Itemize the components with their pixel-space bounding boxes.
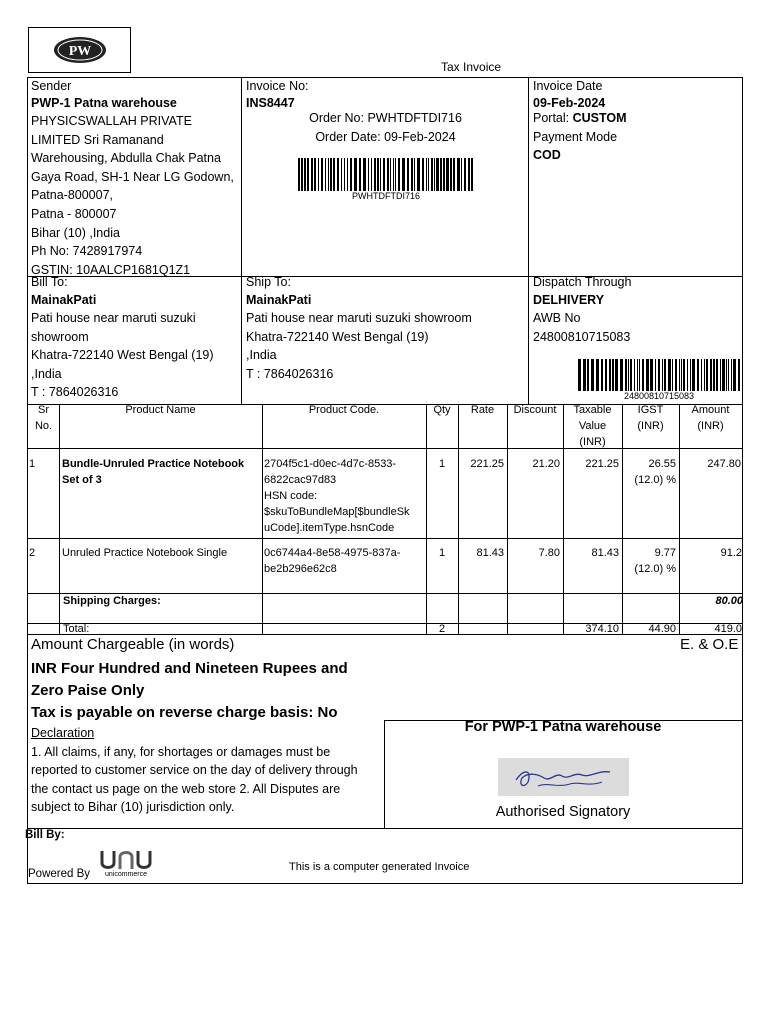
divider (28, 448, 742, 449)
awb-barcode-text: 24800810715083 (623, 391, 695, 401)
header-discount: Discount (513, 404, 557, 416)
bill-to-line: Khatra-722140 West Bengal (19) (31, 348, 214, 363)
portal-label: Portal: (533, 111, 570, 125)
order-date: Order Date: 09-Feb-2024 (315, 130, 456, 144)
awb-label: AWB No (533, 311, 581, 325)
invoice-no: INS8447 (246, 96, 295, 110)
order-barcode-text: PWHTDFTDI716 (351, 191, 420, 201)
shipping-label: Shipping Charges: (63, 595, 161, 607)
amount-words-label: Amount Chargeable (in words) (31, 636, 235, 653)
total-label: Total: (63, 623, 90, 635)
divider (622, 404, 623, 634)
sender-line: Gaya Road, SH-1 Near LG Godown, (31, 169, 234, 184)
invoice-date-label: Invoice Date (533, 79, 603, 93)
unicommerce-logo-icon (98, 847, 154, 873)
awb-no: 24800810715083 (533, 330, 631, 344)
pw-logo-icon (51, 35, 109, 65)
computer-generated-note: This is a computer generated Invoice (289, 861, 470, 873)
portal-row (533, 109, 627, 128)
row2-taxable: 81.43 (591, 547, 619, 559)
amount-words (31, 658, 348, 724)
dispatch-carrier: DELHIVERY (533, 293, 605, 307)
bill-to-line: ,India (31, 366, 62, 381)
divider (28, 538, 742, 539)
divider (426, 404, 427, 634)
row1-taxable: 221.25 (585, 458, 619, 470)
row1-sr: 1 (29, 458, 36, 470)
total-qty: 2 (438, 623, 446, 635)
sender-line: LIMITED Sri Ramanand (31, 132, 164, 147)
code-line: 2704f5c1-d0ec-4d7c-8533- (264, 458, 397, 470)
bill-to-line: Pati house near maruti suzuki (31, 311, 196, 325)
header-qty: Qty (433, 404, 451, 416)
header-text: IGST (637, 404, 664, 416)
divider (262, 404, 263, 634)
header-text: Value (578, 420, 607, 432)
shipping-amount: 80.00 (715, 595, 743, 607)
total-amount: 419.0 (714, 623, 742, 635)
row2-code (264, 545, 426, 577)
unicommerce-logo (98, 847, 154, 881)
header-text: Amount (691, 404, 730, 416)
ship-to-name: MainakPati (246, 293, 312, 307)
sender-line: PHYSICSWALLAH PRIVATE (31, 114, 192, 128)
declaration-line: 1. All claims, if any, for shortages or damages must be (31, 745, 331, 759)
unicommerce-text: unicommerce (104, 871, 147, 878)
company-logo (28, 27, 131, 73)
bill-to-name: MainakPati (31, 293, 97, 307)
bill-to-phone: T : 7864026316 (31, 385, 119, 400)
row2-qty: 1 (438, 547, 446, 559)
payment-mode: COD (533, 148, 561, 162)
header-text: (INR) (697, 420, 724, 432)
signature-icon (498, 758, 629, 796)
row1-amount: 247.80 (707, 458, 741, 470)
igst-value: 9.77 (654, 547, 676, 559)
sender-phone: Ph No: 7428917974 (31, 244, 143, 259)
divider (28, 828, 742, 829)
sender-address (31, 112, 243, 279)
product-line: Bundle-Unruled Practice Notebook (62, 458, 245, 470)
declaration-line: reported to customer service on the day of delivery through (31, 763, 358, 778)
igst-rate: (12.0) % (634, 474, 676, 486)
awb-barcode (578, 359, 740, 391)
sender-line: Patna-800007, (31, 188, 114, 203)
code-line: 0c6744a4-8e58-4975-837a- (264, 547, 401, 559)
declaration-line: the contact us page on the web store 2. All Disputes are (31, 781, 341, 796)
document-title: Tax Invoice (441, 60, 502, 74)
sender-name: PWP-1 Patna warehouse (31, 96, 177, 110)
sender-line: Warehousing, Abdulla Chak Patna (31, 151, 221, 166)
payment-mode-label: Payment Mode (533, 130, 618, 144)
row2-igst (622, 545, 676, 577)
eoe-label: E. & O.E (680, 636, 739, 653)
sender-line: Bihar (10) ,India (31, 225, 120, 240)
amount-words-line: INR Four Hundred and Nineteen Rupees and (31, 660, 348, 677)
reverse-charge: Tax is payable on reverse charge basis: No (31, 704, 338, 721)
for-company: For PWP-1 Patna warehouse (464, 719, 662, 735)
row1-rate: 221.25 (470, 458, 504, 470)
header-text: (INR) (637, 420, 664, 432)
header-taxable (563, 402, 622, 450)
row2-product: Unruled Practice Notebook Single (62, 547, 228, 559)
header-rate: Rate (470, 404, 495, 416)
logo-text: PW (68, 44, 91, 59)
header-igst (622, 402, 679, 434)
bill-by-label: Bill By: (25, 829, 65, 841)
divider (458, 404, 459, 634)
row2-discount: 7.80 (538, 547, 560, 559)
product-line: Set of 3 (62, 474, 102, 486)
row1-qty: 1 (438, 458, 446, 470)
invoice-date: 09-Feb-2024 (533, 96, 606, 110)
bill-to-line: showroom (31, 329, 89, 344)
igst-value: 26.55 (648, 458, 676, 470)
row1-discount: 21.20 (532, 458, 560, 470)
code-line: $skuToBundleMap[$bundleSk (264, 506, 410, 518)
total-igst: 44.90 (648, 623, 676, 635)
ship-to-line: Pati house near maruti suzuki showroom (246, 311, 472, 325)
sender-gstin: GSTIN: 10AALCP1681Q1Z1 (31, 262, 191, 277)
code-line: be2b296e62c8 (264, 563, 337, 575)
amount-words-line: Zero Paise Only (31, 682, 145, 699)
total-taxable: 374.10 (585, 623, 619, 635)
signature-image (498, 758, 629, 796)
order-barcode (298, 158, 474, 191)
sender-label: Sender (31, 79, 72, 93)
ship-to-label: Ship To: (246, 275, 291, 289)
ship-to-line: ,India (246, 348, 277, 363)
bill-to-address (31, 309, 243, 402)
row2-amount: 91.2 (720, 547, 742, 559)
header-sr (28, 402, 59, 434)
dispatch-label: Dispatch Through (533, 275, 632, 289)
powered-by-label: Powered By (28, 868, 91, 880)
row1-igst (622, 456, 676, 488)
invoice-no-label: Invoice No: (246, 79, 309, 93)
divider (507, 404, 508, 634)
row1-code (264, 456, 426, 536)
header-amount (679, 402, 742, 434)
authorised-signatory: Authorised Signatory (495, 804, 631, 820)
ship-to-line: Khatra-722140 West Bengal (19) (246, 329, 429, 344)
code-line: uCode].itemType.hsnCode (264, 522, 395, 534)
portal-value: CUSTOM (572, 111, 627, 125)
ship-to-address (246, 309, 528, 383)
header-text: Sr (38, 404, 49, 416)
divider (384, 720, 385, 828)
row1-product (62, 456, 260, 488)
ship-to-phone: T : 7864026316 (246, 366, 334, 381)
sender-line: Patna - 800007 (31, 206, 117, 221)
igst-rate: (12.0) % (634, 563, 676, 575)
row2-sr: 2 (29, 547, 36, 559)
header-text: No. (34, 420, 53, 432)
declaration-label: Declaration (31, 726, 95, 740)
declaration-line: subject to Bihar (10) jurisdiction only. (31, 799, 235, 814)
header-code: Product Code. (308, 404, 380, 416)
code-line: 6822cac97d83 (264, 474, 337, 486)
bill-to-label: Bill To: (31, 275, 68, 289)
declaration-text (31, 743, 381, 816)
header-product: Product Name (125, 404, 196, 416)
header-text: (INR) (579, 436, 606, 448)
header-text: Taxable (573, 404, 612, 416)
divider (59, 404, 60, 634)
code-line: HSN code: (264, 490, 318, 502)
order-no: Order No: PWHTDFTDI716 (309, 111, 462, 125)
row2-rate: 81.43 (476, 547, 504, 559)
